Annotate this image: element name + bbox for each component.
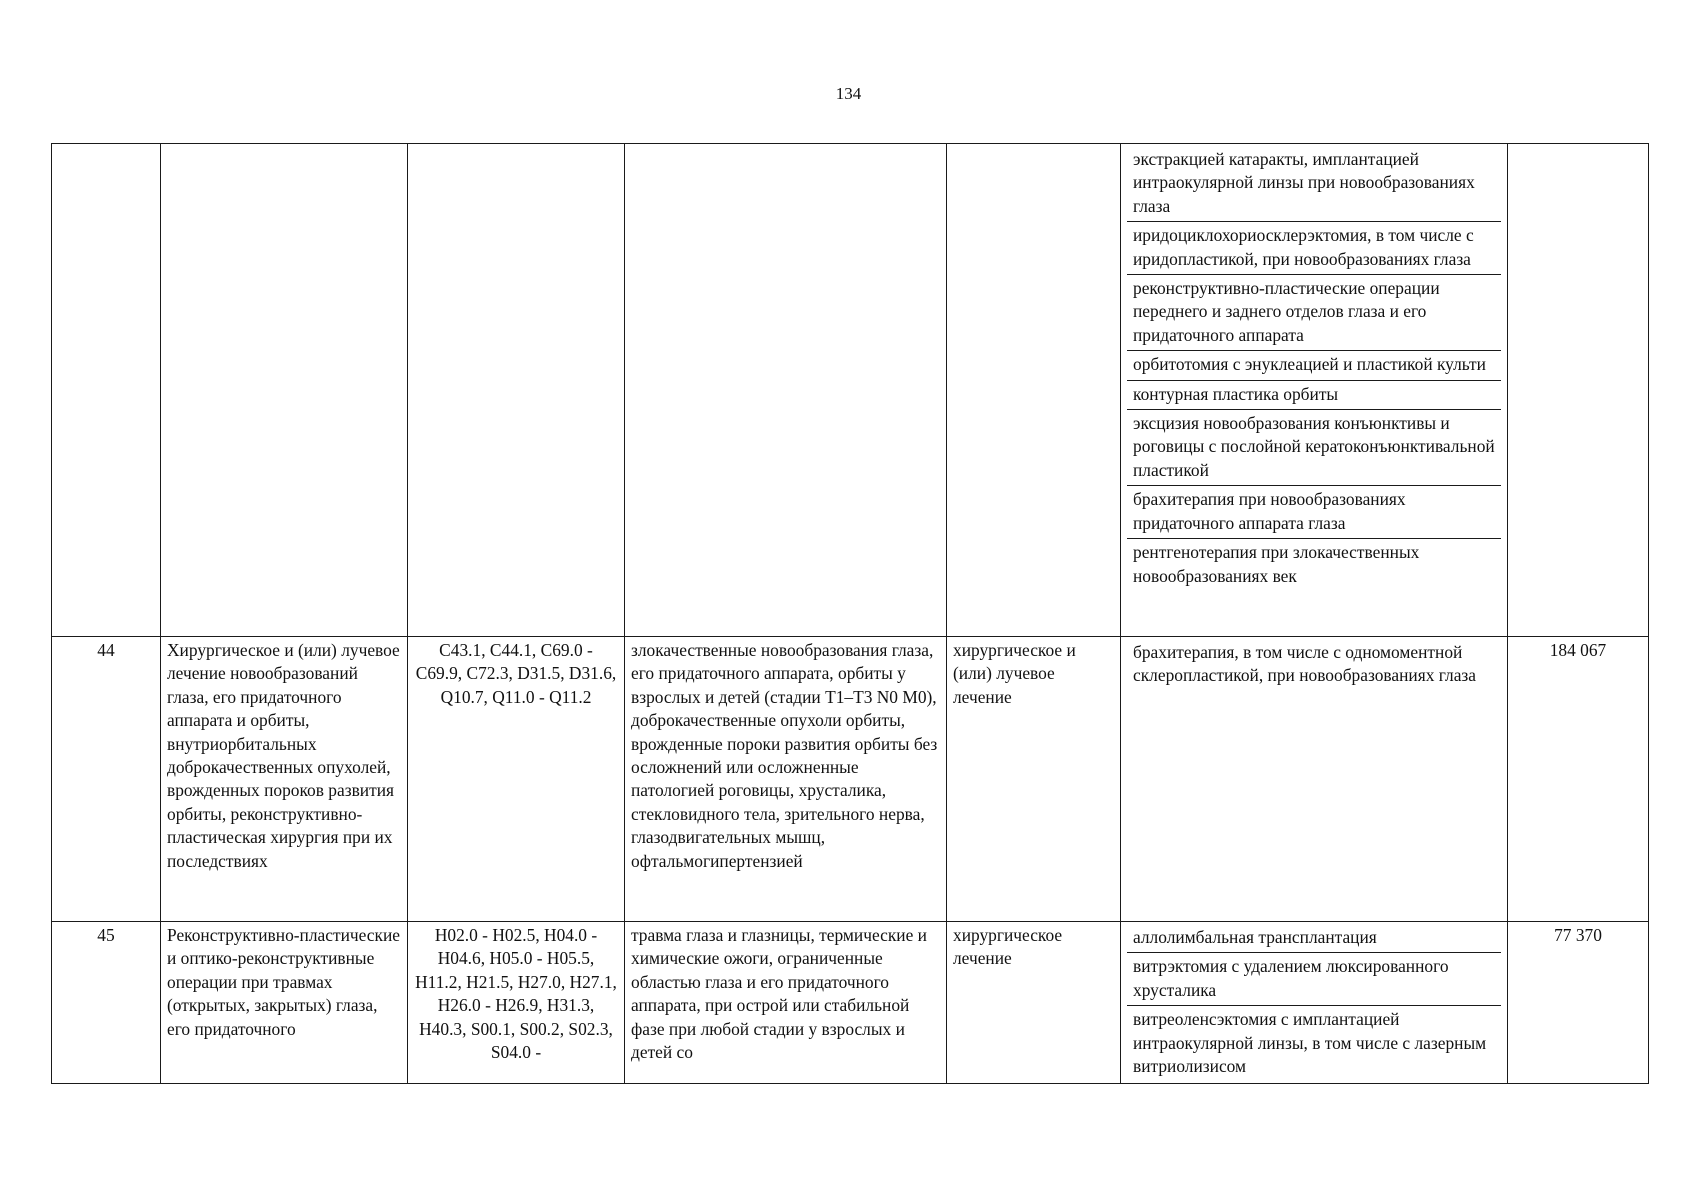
price-cell [1508, 144, 1649, 637]
method-item: иридоциклохориосклерэктомия, в том числе с иридопластикой, при новообразованиях глаза [1127, 222, 1501, 275]
table-row [52, 637, 1649, 922]
patient-condition: злокачественные новообразования глаза, его придаточного аппарата, орбиты у взрослых и детей (стадии T1–T3 N0 M0), доброкачественные опухоли орбиты, врожденные пороки развития орбиты без осложнений или осложненные патологией роговицы, хрусталика, стекловидного тела, зрительного нерва, глазодвигательных мышц, офтальмогипертензией [625, 637, 947, 922]
method-item: эксцизия новообразования конъюнктивы и роговицы с послойной кератоконъюнктивальной пластикой [1127, 410, 1501, 486]
methods-cell [1121, 922, 1508, 1084]
methods-cell [1121, 144, 1508, 637]
icd-codes: H02.0 - H02.5, H04.0 - H04.6, H05.0 - H05.5, H11.2, H21.5, H27.0, H27.1, H26.0 - H26.9, H31.3, H40.3, S00.1, S00.2, S02.3, S04.0 - [408, 922, 625, 1084]
row-number: 45 [52, 922, 161, 1084]
icd-codes: C43.1, C44.1, C69.0 - C69.9, C72.3, D31.5, D31.6, Q10.7, Q11.0 - Q11.2 [408, 637, 625, 922]
methods-cell [1121, 637, 1508, 922]
treatment-cell [947, 144, 1121, 637]
price-value: 184 067 [1508, 637, 1649, 922]
method-item: брахитерапия, в том числе с одномоментной склеропластикой, при новообразованиях глаза [1133, 642, 1477, 686]
method-item: орбитотомия с энуклеацией и пластикой культи [1127, 351, 1501, 380]
method-item: экстракцией катаракты, имплантацией интраокулярной линзы при новообразованиях глаза [1127, 146, 1501, 222]
method-item: витрэктомия с удалением люксированного хрусталика [1127, 953, 1501, 1006]
patient-condition: травма глаза и глазницы, термические и химические ожоги, ограниченные областью глаза и его придаточного аппарата, при острой или стабильной фазе при любой стадии у взрослых и детей со [625, 922, 947, 1084]
method-item: реконструктивно-пластические операции переднего и заднего отделов глаза и его придаточного аппарата [1127, 275, 1501, 351]
method-item: контурная пластика орбиты [1127, 381, 1501, 410]
price-value: 77 370 [1508, 922, 1649, 1084]
codes-cell [408, 144, 625, 637]
method-item: аллолимбальная трансплантация [1127, 924, 1501, 953]
condition-cell [625, 144, 947, 637]
treatment-type: хирургическое и (или) лучевое лечение [947, 637, 1121, 922]
treatment-type: хирургическое лечение [947, 922, 1121, 1084]
service-name: Хирургическое и (или) лучевое лечение новообразований глаза, его придаточного аппарата и орбиты, внутриорбитальных доброкачественных опухолей, врожденных пороков развития орбиты, реконструктивно-пластическая хирургия при их последствиях [161, 637, 408, 922]
table-row-continuation [52, 144, 1649, 637]
method-item: витреоленсэктомия с имплантацией интраокулярной линзы, в том числе с лазерным витриолизисом [1133, 1009, 1487, 1077]
table-row [52, 922, 1649, 1084]
page-number: 134 [835, 84, 862, 103]
method-item: рентгенотерапия при злокачественных новообразованиях век [1133, 542, 1420, 586]
name-cell [161, 144, 408, 637]
service-name: Реконструктивно-пластические и оптико-реконструктивные операции при травмах (открытых, закрытых) глаза, его придаточного [161, 922, 408, 1084]
row-number: 44 [52, 637, 161, 922]
services-table [51, 143, 1649, 1084]
number-cell [52, 144, 161, 637]
method-item: брахитерапия при новообразованиях придаточного аппарата глаза [1127, 486, 1501, 539]
